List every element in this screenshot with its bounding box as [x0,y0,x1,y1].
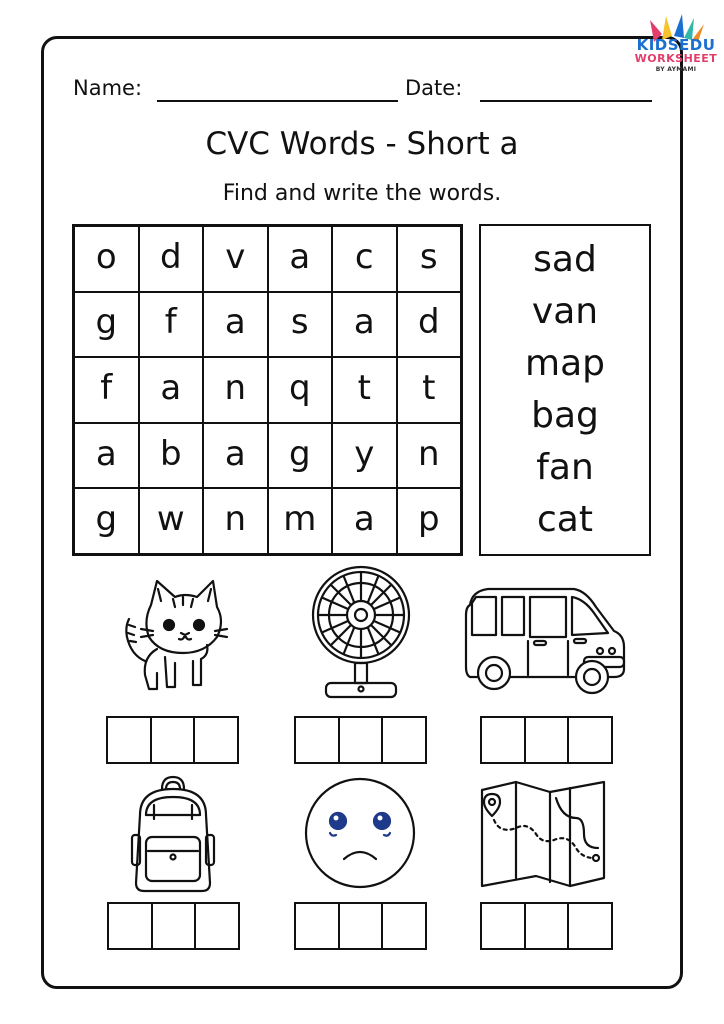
grid-cell[interactable]: n [397,423,462,489]
word-list-item: cat [537,499,593,540]
map-picture [480,778,608,890]
answer-box[interactable] [524,716,570,764]
grid-cell[interactable]: f [74,357,139,423]
name-label: Name: [73,76,143,100]
grid-cell[interactable]: c [332,226,397,292]
grid-cell[interactable]: o [74,226,139,292]
name-field-line[interactable] [157,100,398,102]
answer-boxes-van [480,716,613,764]
answer-box[interactable] [524,902,570,950]
answer-box[interactable] [151,902,197,950]
logo-text-worksheet: WORKSHEET [634,52,718,65]
grid-cell[interactable]: s [268,292,333,358]
word-list-box [479,224,651,556]
answer-box[interactable] [338,716,384,764]
answer-boxes-bag [107,902,240,950]
grid-cell[interactable]: g [268,423,333,489]
answer-boxes-sad [294,902,427,950]
grid-cell[interactable]: n [203,357,268,423]
answer-box[interactable] [294,716,340,764]
answer-box[interactable] [107,902,153,950]
word-list-item: fan [536,447,594,488]
date-label: Date: [405,76,463,100]
answer-box[interactable] [567,902,613,950]
grid-cell[interactable]: a [203,423,268,489]
answer-box[interactable] [338,902,384,950]
word-search-grid [72,224,463,556]
grid-cell[interactable]: t [332,357,397,423]
fan-picture [306,565,416,701]
grid-cell[interactable]: a [268,226,333,292]
grid-cell[interactable]: d [397,292,462,358]
grid-cell[interactable]: p [397,488,462,554]
grid-cell[interactable]: g [74,292,139,358]
page-title: CVC Words - Short a [205,126,519,162]
grid-cell[interactable]: f [139,292,204,358]
date-field-line[interactable] [480,100,652,102]
answer-box[interactable] [381,716,427,764]
van-picture [464,585,632,697]
answer-box[interactable] [567,716,613,764]
bag-picture [126,775,220,895]
grid-cell[interactable]: q [268,357,333,423]
grid-cell[interactable]: a [139,357,204,423]
answer-boxes-map [480,902,613,950]
answer-box[interactable] [193,716,239,764]
word-list-item: van [531,291,599,332]
answer-boxes-cat [106,716,239,764]
grid-cell[interactable]: s [397,226,462,292]
answer-box[interactable] [480,902,526,950]
instruction-text: Find and write the words. [222,181,502,206]
grid-cell[interactable]: a [332,488,397,554]
word-list-item: sad [533,239,597,280]
answer-box[interactable] [106,716,152,764]
grid-cell[interactable]: y [332,423,397,489]
answer-boxes-fan [294,716,427,764]
grid-cell[interactable]: a [332,292,397,358]
answer-box[interactable] [381,902,427,950]
grid-cell[interactable]: n [203,488,268,554]
grid-cell[interactable]: a [74,423,139,489]
word-list-item: bag [531,395,599,436]
grid-cell[interactable]: m [268,488,333,554]
answer-box[interactable] [480,716,526,764]
answer-box[interactable] [150,716,196,764]
logo-text-byline: BY AYMAMI [655,66,697,73]
grid-cell[interactable]: v [203,226,268,292]
sad-face-picture [302,775,418,891]
grid-cell[interactable]: g [74,488,139,554]
grid-cell[interactable]: b [139,423,204,489]
grid-cell[interactable]: w [139,488,204,554]
logo-text-kidsedu: KIDSEDU [636,36,716,54]
cat-picture [113,575,237,695]
grid-cell[interactable]: a [203,292,268,358]
answer-box[interactable] [194,902,240,950]
answer-box[interactable] [294,902,340,950]
grid-cell[interactable]: d [139,226,204,292]
word-list-item: map [525,343,605,384]
grid-cell[interactable]: t [397,357,462,423]
kidsedu-logo [632,14,720,76]
